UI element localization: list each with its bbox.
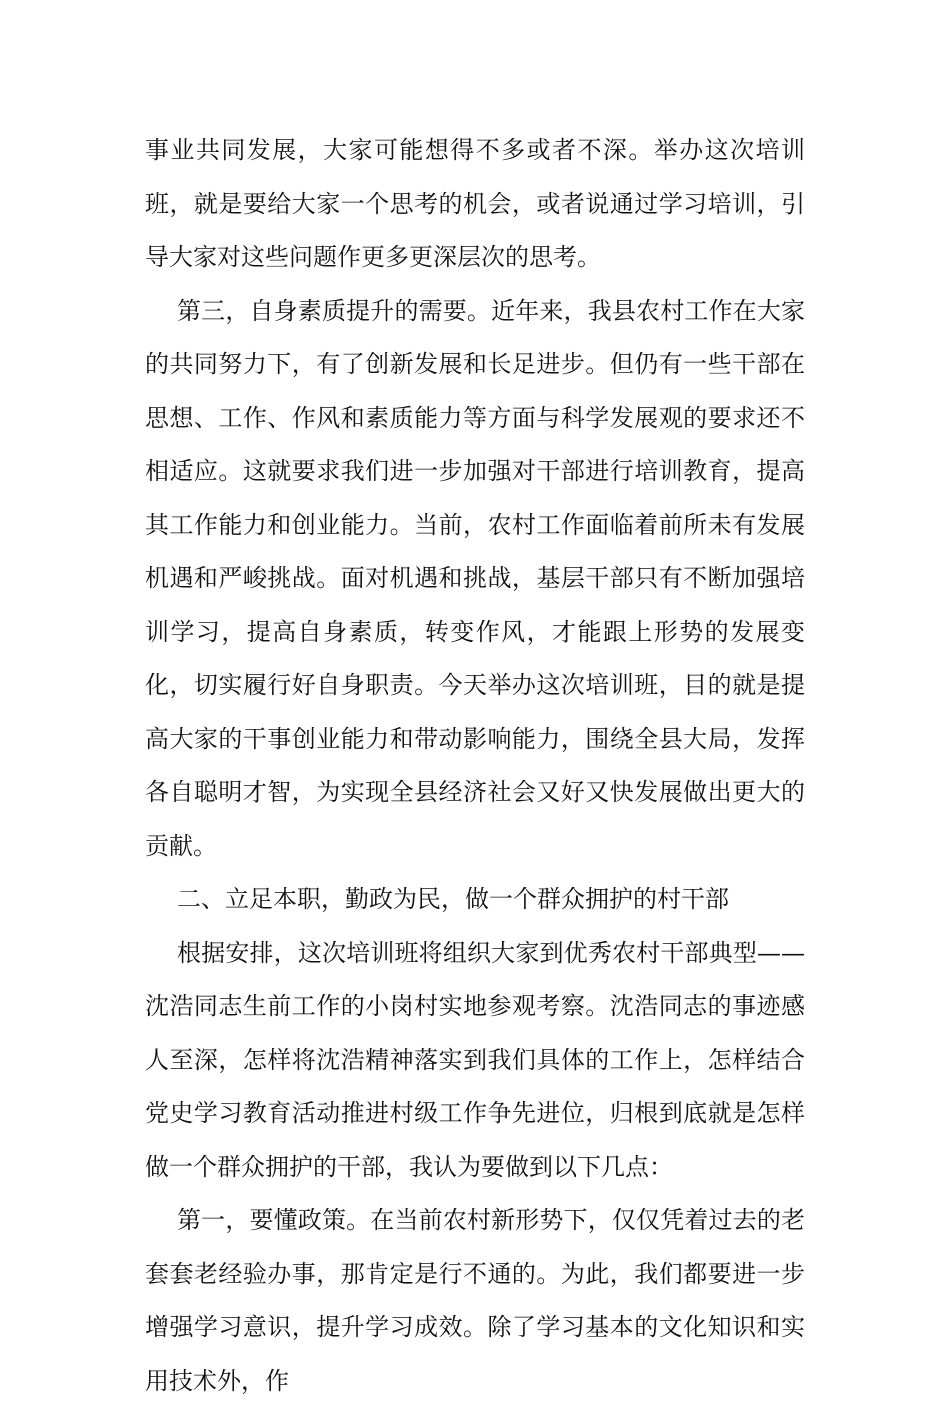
section-heading: 二、立足本职，勤政为民，做一个群众拥护的村干部 xyxy=(177,885,729,913)
paragraph-first-point: 第一，要懂政策。在当前农村新形势下，仅仅凭着过去的老套套老经验办事，那肯定是行不通的。为此，我们都要进一步增强学习意识，提升学习成效。除了学习基本的文化知识和实用技术外，作 xyxy=(145,1206,805,1395)
paragraph-third-point: 第三，自身素质提升的需要。近年来，我县农村工作在大家的共同努力下，有了创新发展和长足进步。但仍有一些干部在思想、工作、作风和素质能力等方面与科学发展观的要求还不相适应。这就要求我们进一步加强对干部进行培训教育，提高其工作能力和创业能力。当前，农村工作面临着前所未有发展机遇和严峻挑战。面对机遇和挑战，基层干部只有不断加强培训学习，提高自身素质，转变作风，才能跟上形势的发展变化，切实履行好自身职责。今天举办这次培训班，目的就是提高大家的干事创业能力和带动影响能力，围绕全县大局，发挥各自聪明才智，为实现全县经济社会又好又快发展做出更大的贡献。 xyxy=(145,296,805,860)
paragraph-continuation: 事业共同发展，大家可能想得不多或者不深。举办这次培训班，就是要给大家一个思考的机会，或者说通过学习培训，引导大家对这些问题作更多更深层次的思考。 xyxy=(145,136,805,271)
paragraph-arrangement: 根据安排，这次培训班将组织大家到优秀农村干部典型——沈浩同志生前工作的小岗村实地参观考察。沈浩同志的事迹感人至深，怎样将沈浩精神落实到我们具体的工作上，怎样结合党史学习教育活动推进村级工作争先进位，归根到底就是怎样做一个群众拥护的干部，我认为要做到以下几点： xyxy=(145,938,805,1181)
document-body xyxy=(145,124,805,1408)
